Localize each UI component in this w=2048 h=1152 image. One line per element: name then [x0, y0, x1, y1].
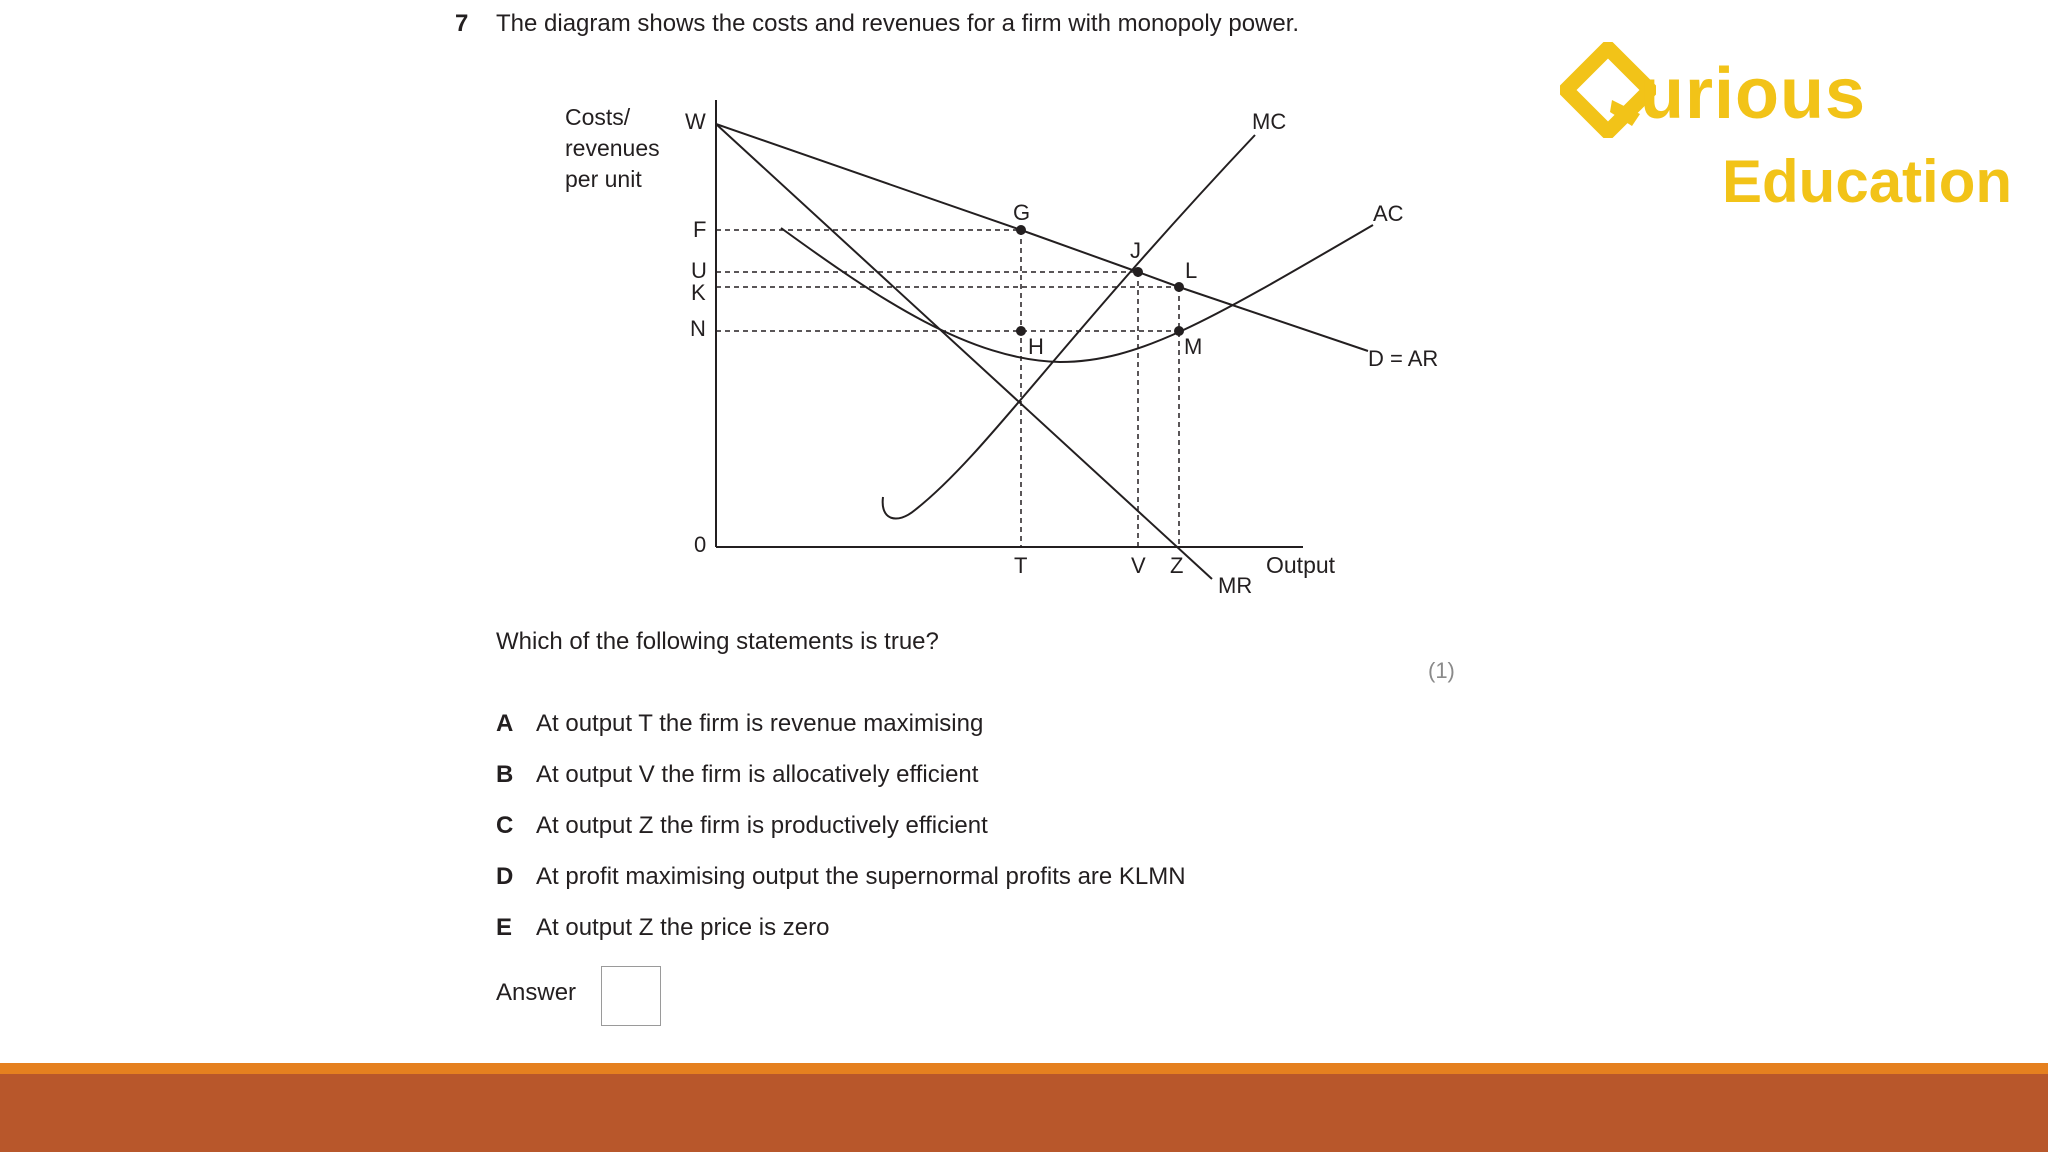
option-text: At output T the firm is revenue maximising	[536, 710, 984, 737]
label-H: H	[1028, 334, 1044, 359]
footer-accent-bar	[0, 1063, 2048, 1074]
answer-box[interactable]	[601, 966, 661, 1026]
logo-subword: Education	[1722, 148, 2013, 215]
label-M: M	[1184, 334, 1203, 359]
question-text: The diagram shows the costs and revenues for a firm with monopoly power.	[496, 10, 1300, 37]
option-text: At output Z the firm is productively efficient	[536, 812, 988, 839]
marks-label: (1)	[1428, 658, 1455, 683]
ac-curve	[781, 225, 1373, 362]
answer-label: Answer	[496, 979, 577, 1006]
footer-bar	[0, 1074, 2048, 1152]
option-letter: D	[496, 863, 514, 890]
x-axis-label: Output	[1266, 552, 1336, 578]
option-text: At output Z the price is zero	[536, 914, 830, 941]
label-G: G	[1013, 200, 1031, 225]
y-axis-label-line1: Costs/	[565, 104, 631, 130]
option-c[interactable]	[496, 812, 988, 840]
label-MR: MR	[1218, 573, 1253, 598]
option-text: At output V the firm is allocatively efficient	[536, 761, 979, 788]
option-text: At profit maximising output the supernormal profits are KLMN	[536, 863, 1186, 890]
label-Z: Z	[1170, 553, 1184, 578]
label-T: T	[1014, 553, 1028, 578]
point-J	[1133, 267, 1143, 277]
option-letter: E	[496, 914, 513, 941]
label-F: F	[693, 217, 707, 242]
mr-curve	[716, 124, 1212, 579]
question-prompt: Which of the following statements is true?	[496, 628, 939, 655]
label-AC: AC	[1373, 201, 1404, 226]
label-W: W	[685, 109, 706, 134]
option-letter: A	[496, 710, 514, 737]
option-letter: B	[496, 761, 514, 788]
option-a[interactable]	[496, 710, 983, 738]
option-d[interactable]	[496, 863, 1186, 891]
label-V: V	[1131, 553, 1146, 578]
label-N: N	[690, 316, 706, 341]
label-K: K	[691, 280, 706, 305]
y-axis-label-line2: revenues	[565, 135, 660, 161]
point-G	[1016, 225, 1026, 235]
label-L: L	[1185, 258, 1198, 283]
label-origin: 0	[694, 532, 707, 557]
point-M	[1174, 326, 1184, 336]
ar-demand-curve	[716, 124, 1368, 351]
label-AR: D = AR	[1368, 346, 1439, 371]
option-letter: C	[496, 812, 514, 839]
y-axis-label-line3: per unit	[565, 166, 642, 192]
label-J: J	[1130, 238, 1141, 263]
option-e[interactable]	[496, 914, 829, 942]
label-MC: MC	[1252, 109, 1287, 134]
point-L	[1174, 282, 1184, 292]
point-H	[1016, 326, 1026, 336]
question-number: 7	[455, 10, 469, 37]
label-U: U	[691, 258, 707, 283]
option-b[interactable]	[496, 761, 978, 789]
logo-wordmark: urious	[1640, 54, 1867, 134]
